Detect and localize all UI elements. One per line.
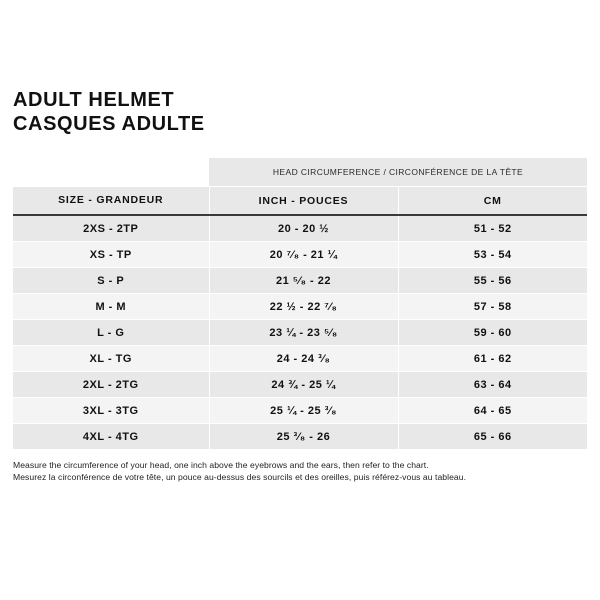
cell-cm: 53 - 54 — [398, 242, 587, 268]
cell-inch: 20 - 20 ½ — [209, 215, 398, 242]
cell-cm: 65 - 66 — [398, 424, 587, 450]
column-header-cm: CM — [398, 187, 587, 216]
cell-inch: 25 ³⁄₈ - 26 — [209, 424, 398, 450]
table-row — [13, 398, 587, 424]
group-header-spacer — [13, 158, 209, 187]
cell-size: S - P — [13, 268, 209, 294]
cell-inch: 23 ¼ - 23 ⁵⁄₈ — [209, 320, 398, 346]
cell-size: 2XS - 2TP — [13, 215, 209, 242]
cell-size: 2XL - 2TG — [13, 372, 209, 398]
cell-size: XS - TP — [13, 242, 209, 268]
cell-cm: 61 - 62 — [398, 346, 587, 372]
table-row — [13, 320, 587, 346]
group-header-row — [13, 158, 587, 187]
title-english: ADULT HELMET — [13, 89, 175, 111]
note-french: Mesurez la circonférence de votre tête, un pouce au-dessus des sourcils et des oreilles, puis référez-vous au tableau. — [13, 472, 467, 482]
cell-size: 4XL - 4TG — [13, 424, 209, 450]
table-row — [13, 242, 587, 268]
cell-inch: 25 ¼ - 25 ³⁄₈ — [209, 398, 398, 424]
cell-cm: 59 - 60 — [398, 320, 587, 346]
group-header-circumference: HEAD CIRCUMFERENCE / CIRCONFÉRENCE DE LA TÊTE — [209, 158, 587, 187]
cell-cm: 55 - 56 — [398, 268, 587, 294]
note-english: Measure the circumference of your head, one inch above the eyebrows and the ears, then refer to the chart. — [13, 460, 429, 470]
cell-cm: 51 - 52 — [398, 215, 587, 242]
column-header-inch: INCH - POUCES — [209, 187, 398, 216]
size-chart-table — [13, 158, 587, 450]
cell-inch: 22 ½ - 22 ⁷⁄₈ — [209, 294, 398, 320]
cell-cm: 57 - 58 — [398, 294, 587, 320]
cell-size: L - G — [13, 320, 209, 346]
cell-inch: 20 ⁷⁄₈ - 21 ¼ — [209, 242, 398, 268]
cell-cm: 64 - 65 — [398, 398, 587, 424]
cell-size: XL - TG — [13, 346, 209, 372]
page-title — [13, 0, 587, 136]
table-row — [13, 424, 587, 450]
table-row — [13, 294, 587, 320]
cell-inch: 21 ⁵⁄₈ - 22 — [209, 268, 398, 294]
table-row — [13, 215, 587, 242]
cell-inch: 24 ¾ - 25 ¼ — [209, 372, 398, 398]
table-row — [13, 372, 587, 398]
cell-cm: 63 - 64 — [398, 372, 587, 398]
cell-inch: 24 - 24 ³⁄₈ — [209, 346, 398, 372]
title-french: CASQUES ADULTE — [13, 113, 205, 135]
cell-size: M - M — [13, 294, 209, 320]
cell-size: 3XL - 3TG — [13, 398, 209, 424]
table-body — [13, 215, 587, 450]
table-row — [13, 268, 587, 294]
column-header-row — [13, 187, 587, 216]
column-header-size: SIZE - GRANDEUR — [13, 187, 209, 216]
table-row — [13, 346, 587, 372]
table-header — [13, 158, 587, 215]
measurement-notes — [13, 459, 587, 483]
